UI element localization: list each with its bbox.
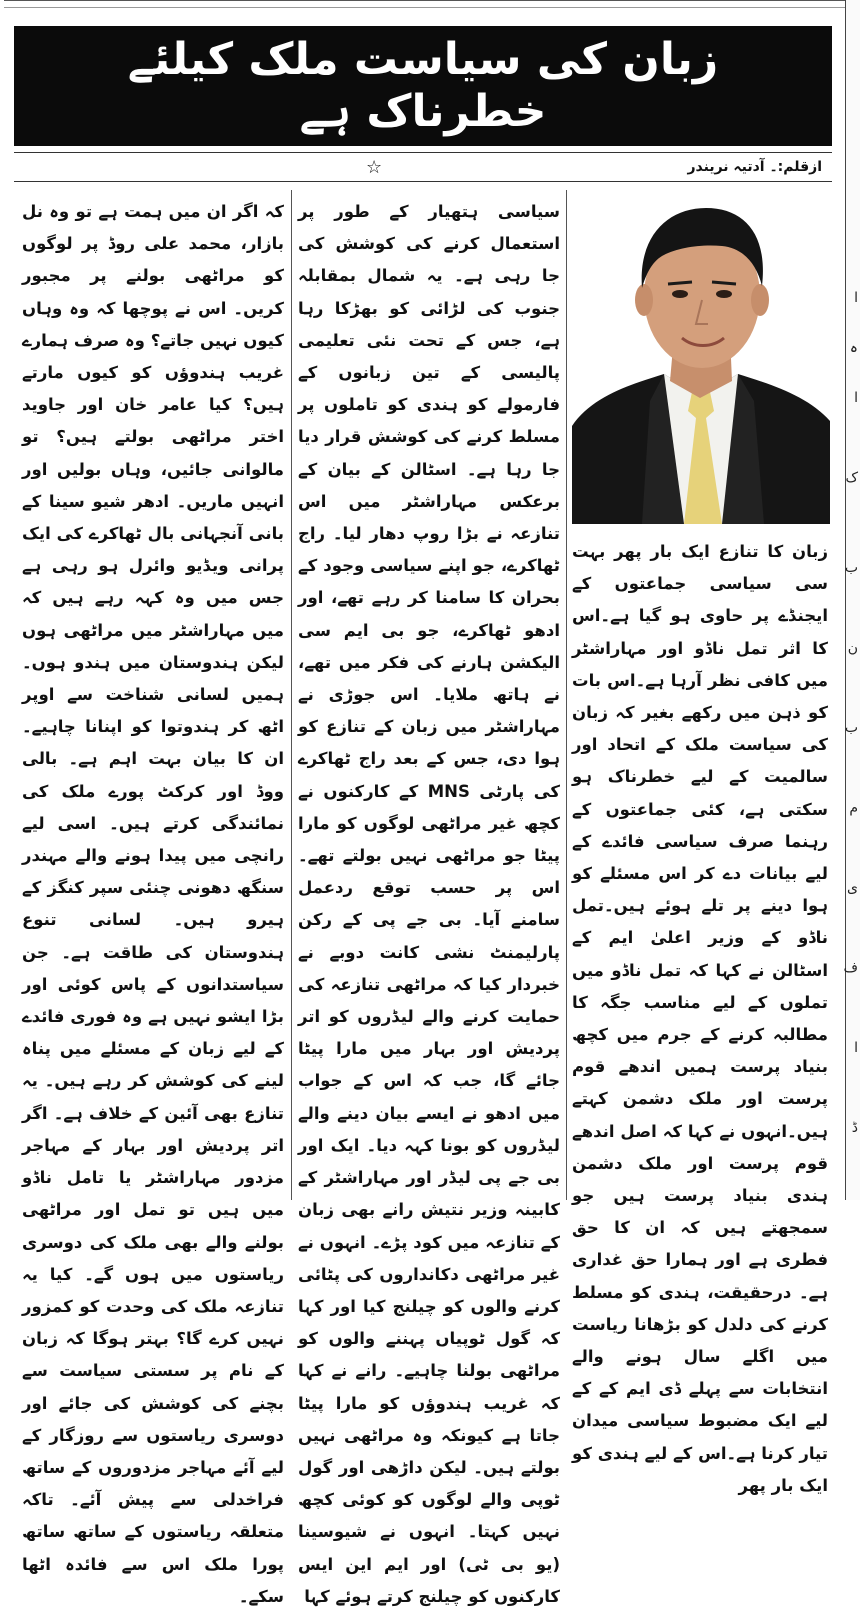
article-column-middle <box>298 196 560 1606</box>
headline-banner <box>14 26 832 146</box>
article-paragraph: زبان کا تنازع ایک بار پھر بہت سی سیاسی جماعتوں کے ایجنڈے پر حاوی ہو گیا ہے۔اس کا اثر تمل ناڈو اور مہاراشٹر میں کافی نظر آرہا ہے۔اس بات کو ذہن میں رکھے بغیر کہ زبان کی سیاست ملک کے اتحاد اور سالمیت کے لیے خطرناک ہو سکتی ہے، کئی جماعتوں کے رہنما صرف سیاسی فائدے کے لیے بیانات دے کر اس مسئلے کو ہوا دینے پر تلے ہوئے ہیں۔تمل ناڈو کے وزیر اعلیٰ ایم کے اسٹالن نے کہا کہ تمل ناڈو میں تملوں کے لیے مناسب جگہ کا مطالبہ کرنے کے جرم میں کچھ بنیاد پرست ہمیں اندھے قوم پرست اور ملک دشمن کہتے ہیں۔انہوں نے کہا کہ اصل اندھے قوم پرست اور ملک دشمن ہندی بنیاد پرست ہیں جو سمجھتے ہیں کہ ان کا حق فطری ہے اور ہمارا حق غداری ہے۔ درحقیقت، ہندی کو مسلط کرنے کی دلدل کو بڑھانا ریاست میں اگلے سال ہونے والے انتخابات سے پہلے ڈی ایم کے کے لیے ایک مضبوط سیاسی میدان تیار کرنا ہے۔اس کے لیے ہندی کو ایک بار پھر <box>572 542 828 1495</box>
column-rule <box>566 190 567 1200</box>
column-rule <box>291 190 292 1200</box>
byline <box>687 159 832 175</box>
author-photo <box>572 196 830 524</box>
author-portrait-image <box>572 196 830 524</box>
article-column-right <box>572 536 828 1495</box>
article-column-left <box>22 196 284 1606</box>
adjacent-column-edge: ا ہ ا ک ب ن ب م ی ف ا ڈ <box>845 0 860 1200</box>
page-top-border <box>4 0 854 8</box>
author-name: آدتیہ نریندر <box>687 159 765 175</box>
star-icon: ☆ <box>366 157 383 178</box>
headline: زبان کی سیاست ملک کیلئے خطرناک ہے <box>127 34 719 137</box>
article-paragraph: سیاسی ہتھیار کے طور پر استعمال کرنے کی کوشش کی جا رہی ہے۔ یہ شمال بمقابلہ جنوب کی لڑائی کو بھڑکا رہا ہے، جس کے تحت نئی تعلیمی پالیسی کے تین زبانوں کے فارمولے کو ہندی کو تاملوں پر مسلط کرنے کی کوشش قرار دیا جا رہا ہے۔ اسٹالن کے بیان کے برعکس مہاراشٹر میں اس تنازعہ نے بڑا روپ دھار لیا۔ راج ٹھاکرے، جو اپنے سیاسی وجود کے بحران کا سامنا کر رہے تھے، اور ادھو ٹھاکرے، جو بی ایم سی الیکشن ہارنے کی فکر میں تھے، نے ہاتھ ملایا۔ اس جوڑی نے مہاراشٹر میں زبان کے تنازع کو ہوا دی، جس کے بعد راج ٹھاکرے کی پارٹی MNS کے کارکنوں نے کچھ غیر مراٹھی لوگوں کو مارا پیٹا جو مراٹھی نہیں بولتے تھے۔ اس پر حسب توقع ردعمل سامنے آیا۔ بی جے پی کے رکن پارلیمنٹ نشی کانت دوبے نے خبردار کیا کہ مراٹھی تنازعہ کی حمایت کرنے والے لیڈروں کو اتر پردیش اور بہار میں مارا پیٹا جائے گا، جب کہ اس کے جواب میں ادھو نے ایسے بیان دینے والے لیڈروں کو بونا کہہ دیا۔ ایک اور بی جے پی لیڈر اور مہاراشٹر کے کابینہ وزیر نتیش رانے بھی زبان کے تنازعہ میں کود پڑے۔ انہوں نے غیر مراٹھی دکانداروں کی پٹائی کرنے والوں کو چیلنج کیا اور کہا کہ گول ٹوپیاں پہننے والوں کو مراٹھی بولنا چاہیے۔ رانے نے کہا کہ غریب ہندوؤں کو مارا پیٹا جاتا ہے کیونکہ وہ مراٹھی نہیں بولتے ہیں۔ لیکن داڑھی اور گول ٹوپی والے لوگوں کو کوئی کچھ نہیں کہتا۔ انہوں نے شیوسینا (یو بی ٹی) اور ایم این ایس کارکنوں کو چیلنج کرتے ہوئے کہا <box>298 202 560 1606</box>
byline-label: ازقلم:۔ <box>769 159 822 175</box>
byline-bar <box>14 152 832 182</box>
article-paragraph: کہ اگر ان میں ہمت ہے تو وہ نل بازار، محمد علی روڈ پر لوگوں کو مراٹھی بولنے پر مجبور کریں۔ اس نے پوچھا کہ وہ وہاں کیوں نہیں جاتے؟ وہ صرف ہمارے غریب ہندوؤں کو کیوں مارتے ہیں؟ کیا عامر خان اور جاوید اختر مراٹھی بولتے ہیں؟ تو مالوانی جائیں، وہاں بولیں اور انہیں ماریں۔ ادھر شیو سینا کے بانی آنجہانی بال ٹھاکرے کی ایک پرانی ویڈیو وائرل ہو رہی ہے جس میں وہ کہہ رہے ہیں کہ میں مہاراشٹر میں مراٹھی ہوں لیکن ہندوستان میں ہندو ہوں۔ ہمیں لسانی شناخت سے اوپر اٹھ کر ہندوتوا کو اپنانا چاہیے۔ ان کا بیان بہت اہم ہے۔ بالی ووڈ اور کرکٹ پورے ملک کی نمائندگی کرتے ہیں۔ اسی لیے رانچی میں پیدا ہونے والے مہندر سنگھ دھونی چنئی سپر کنگز کے ہیرو ہیں۔ لسانی تنوع ہندوستان کی طاقت ہے۔ جن سیاستدانوں کے پاس کوئی اور بڑا ایشو نہیں ہے وہ فوری فائدے کے لیے زبان کے مسئلے میں پناہ لینے کی کوشش کر رہے ہیں۔ یہ تنازع بھی آئین کے خلاف ہے۔ اگر اتر پردیش اور بہار کے مہاجر مزدور مہاراشٹر یا تامل ناڈو میں ہیں تو تمل اور مراٹھی بولنے والے بھی ملک کی دوسری ریاستوں میں ہوں گے۔ کیا یہ تنازعہ ملک کی وحدت کو کمزور نہیں کرے گا؟ بہتر ہوگا کہ زبان کے نام پر سستی سیاست سے بچنے کی کوشش کی جائے اور دوسری ریاستوں سے روزگار کے لیے آئے مہاجر مزدوروں کے ساتھ فراخدلی سے پیش آئے۔ تاکہ متعلقہ ریاستوں کے ساتھ ساتھ پورا ملک اس سے فائدہ اٹھا سکے۔ <box>22 202 284 1606</box>
